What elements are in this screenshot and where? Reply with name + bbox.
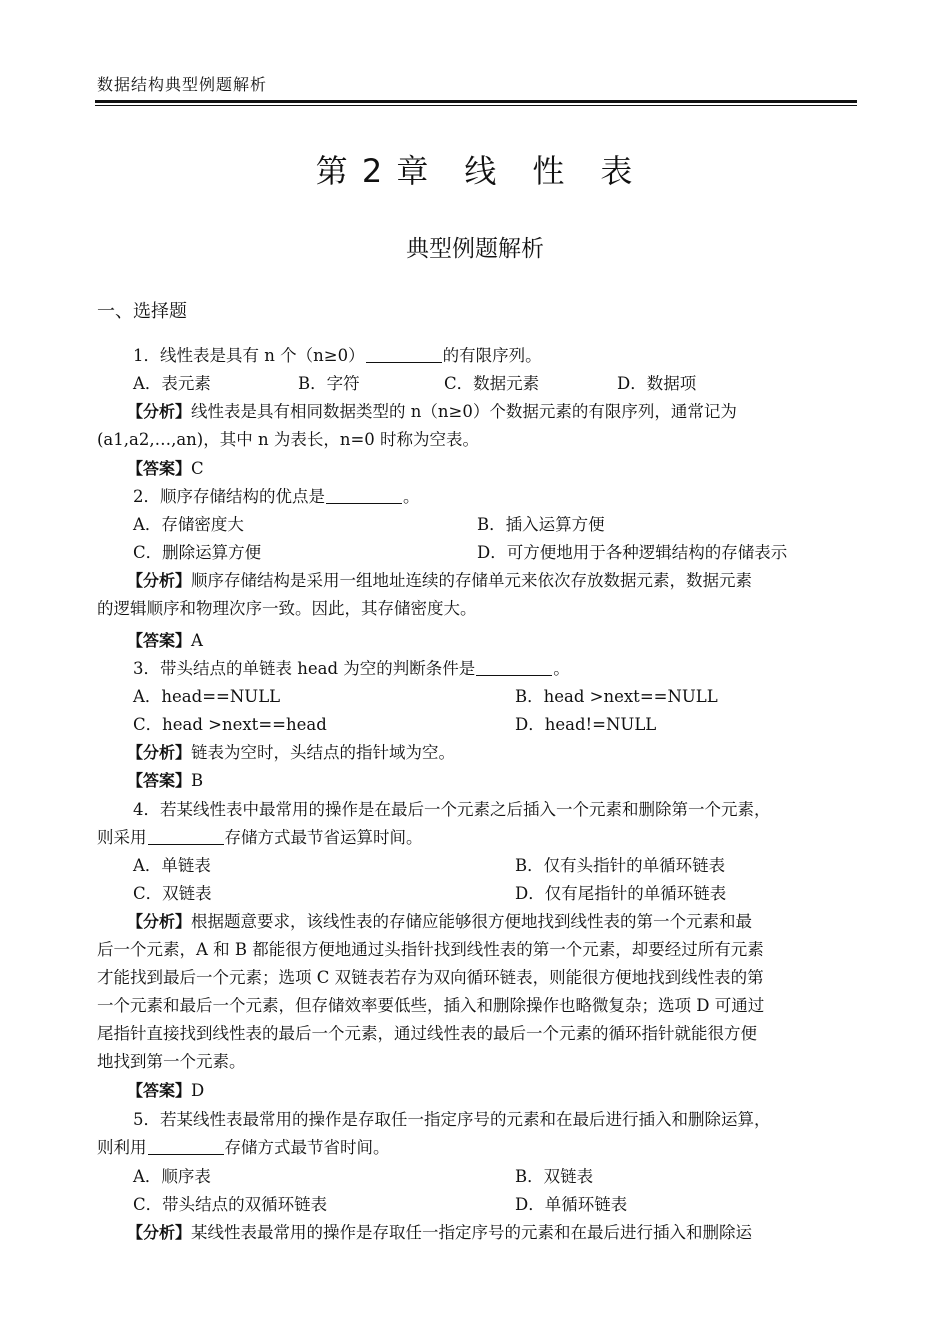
- question-4-option-c: C．双链表: [133, 884, 212, 903]
- question-5-option-a: A．顺序表: [133, 1167, 211, 1186]
- question-5-option-b: B．双链表: [515, 1167, 594, 1186]
- subsection-title: 一、选择题: [97, 301, 187, 322]
- question-4-analysis-line-3: 才能找到最后一个元素；选项 C 双链表若存为双向循环链表，则能很方便地找到线性表的第: [97, 968, 764, 987]
- header-rule-thin: [95, 105, 857, 106]
- question-1-option-b: B．字符: [298, 374, 360, 393]
- answer-blank: [148, 828, 224, 845]
- question-3-answer: 【答案】B: [127, 771, 204, 790]
- question-3-analysis-line-1: 【分析】链表为空时，头结点的指针域为空。: [127, 743, 456, 762]
- question-4-answer: 【答案】D: [127, 1081, 205, 1100]
- question-4-option-d: D．仅有尾指针的单循环链表: [515, 884, 727, 903]
- question-5-stem-line-2: 则利用 存储方式最节省时间。: [97, 1138, 390, 1157]
- question-4-stem-line-1: 4．若某线性表中最常用的操作是在最后一个元素之后插入一个元素和删除第一个元素，: [133, 800, 771, 819]
- section-title: 典型例题解析: [406, 236, 544, 262]
- question-5-analysis-line-1: 【分析】某线性表最常用的操作是存取任一指定序号的元素和在最后进行插入和删除运: [127, 1223, 753, 1242]
- question-4-analysis-line-6: 地找到第一个元素。: [97, 1052, 246, 1071]
- question-1-analysis-line-1: 【分析】线性表是具有相同数据类型的 n（n≥0）个数据元素的有限序列，通常记为: [127, 402, 737, 421]
- question-3-option-c: C．head >next==head: [133, 715, 327, 734]
- question-1-option-a: A．表元素: [133, 374, 211, 393]
- question-4-analysis-line-4: 一个元素和最后一个元素，但存储效率要低些，插入和删除操作也略微复杂；选项 D 可通过: [97, 996, 765, 1015]
- question-2-stem: 2．顺序存储结构的优点是 。: [133, 487, 420, 506]
- question-1-analysis-line-2: (a1,a2,…,an)，其中 n 为表长，n=0 时称为空表。: [97, 430, 480, 449]
- answer-blank: [148, 1138, 224, 1155]
- question-3-option-d: D．head!=NULL: [515, 715, 657, 734]
- chapter-title: 第 2 章 线 性 表: [315, 152, 635, 190]
- question-2-option-c: C．删除运算方便: [133, 543, 262, 562]
- question-3-option-b: B．head >next==NULL: [515, 687, 718, 706]
- running-header: 数据结构典型例题解析: [97, 75, 268, 94]
- question-5-option-c: C．带头结点的双循环链表: [133, 1195, 328, 1214]
- header-rule-thick: [95, 100, 857, 103]
- question-1-answer: 【答案】C: [127, 459, 204, 478]
- question-1-option-c: C．数据元素: [444, 374, 540, 393]
- question-4-option-a: A．单链表: [133, 856, 211, 875]
- question-2-option-b: B．插入运算方便: [477, 515, 605, 534]
- answer-blank: [476, 659, 552, 676]
- question-4-analysis-line-5: 尾指针直接找到线性表的最后一个元素，通过线性表的最后一个元素的循环指针就能很方便: [97, 1024, 757, 1043]
- question-4-option-b: B．仅有头指针的单循环链表: [515, 856, 726, 875]
- question-3-stem: 3．带头结点的单链表 head 为空的判断条件是 。: [133, 659, 570, 678]
- question-5-stem-line-1: 5．若某线性表最常用的操作是存取任一指定序号的元素和在最后进行插入和删除运算，: [133, 1110, 771, 1129]
- answer-blank: [326, 487, 402, 504]
- question-1-option-d: D．数据项: [617, 374, 697, 393]
- question-1-stem: 1．线性表是具有 n 个（n≥0） 的有限序列。: [133, 346, 542, 365]
- question-2-analysis-line-1: 【分析】顺序存储结构是采用一组地址连续的存储单元来依次存放数据元素，数据元素: [127, 571, 753, 590]
- question-3-option-a: A．head==NULL: [133, 687, 281, 706]
- question-2-option-a: A．存储密度大: [133, 515, 244, 534]
- question-2-analysis-line-2: 的逻辑顺序和物理次序一致。因此，其存储密度大。: [97, 599, 477, 618]
- question-4-analysis-line-1: 【分析】根据题意要求，该线性表的存储应能够很方便地找到线性表的第一个元素和最: [127, 912, 753, 931]
- question-2-answer: 【答案】A: [127, 631, 203, 650]
- question-4-stem-line-2: 则采用 存储方式最节省运算时间。: [97, 828, 423, 847]
- question-4-analysis-line-2: 后一个元素，A 和 B 都能很方便地通过头指针找到线性表的第一个元素，却要经过所有元素: [97, 940, 764, 959]
- question-2-option-d: D．可方便地用于各种逻辑结构的存储表示: [477, 543, 788, 562]
- answer-blank: [366, 346, 442, 363]
- question-5-option-d: D．单循环链表: [515, 1195, 628, 1214]
